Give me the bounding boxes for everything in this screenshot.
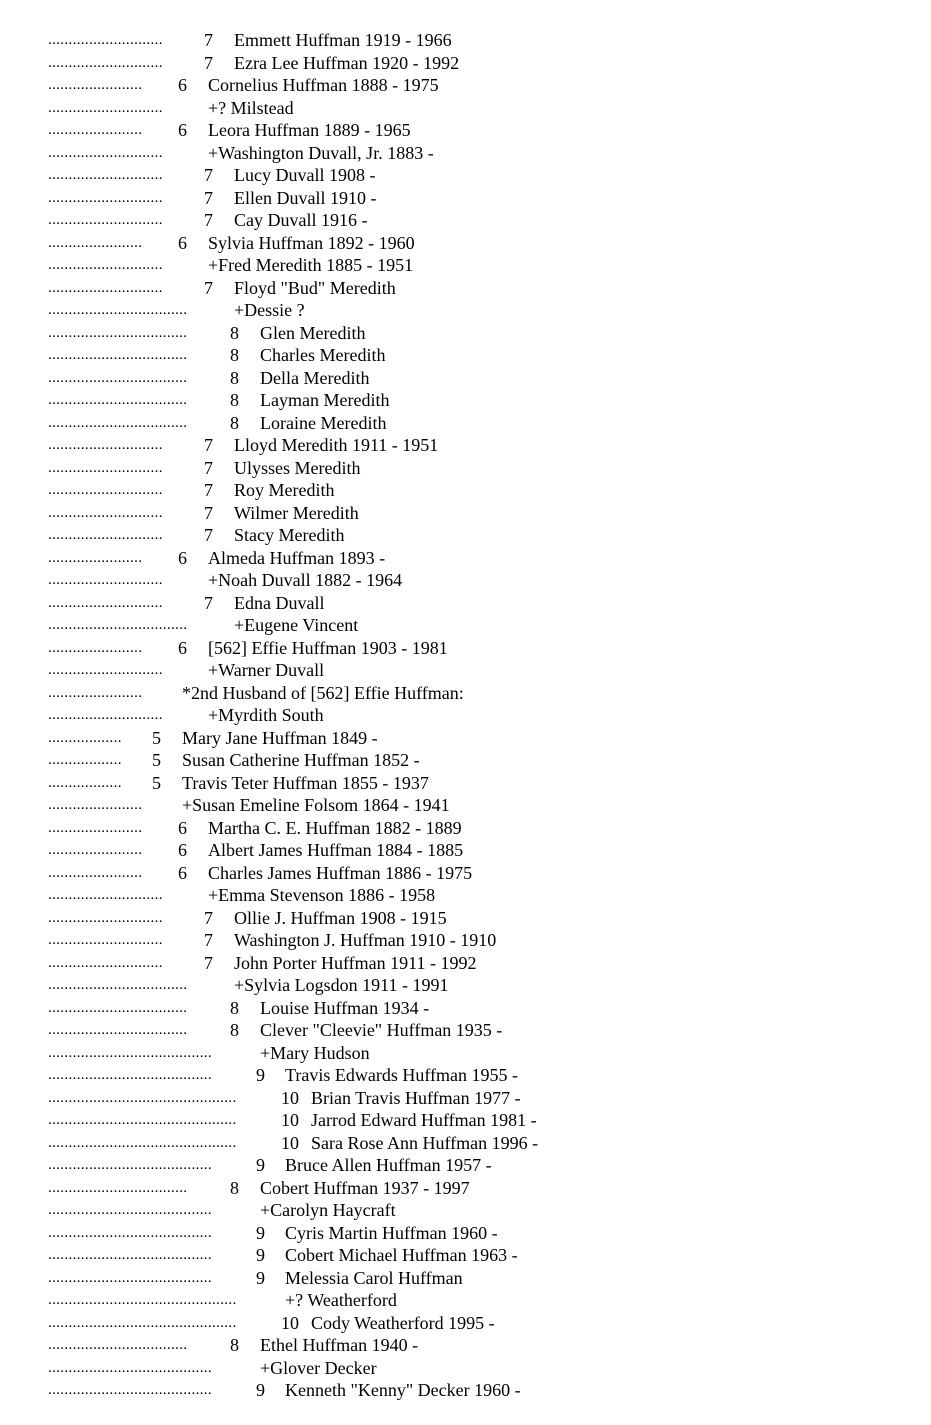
generation-number: 9 [256, 1267, 265, 1288]
person-name: Clever "Cleevie" Huffman 1935 - [260, 1020, 503, 1040]
person-name: Cobert Huffman 1937 - 1997 [260, 1177, 470, 1198]
generation-number: 8 [230, 322, 239, 343]
spouse-name: +Emma Stevenson 1886 - 1958 [208, 885, 436, 905]
spouse-name: +Glover Decker [260, 1357, 377, 1378]
person-name: Loraine Meredith [260, 412, 387, 433]
dot-leader: .................................. [48, 414, 188, 431]
person-name: Cody Weatherford 1995 - [311, 1312, 495, 1333]
person-name: Travis Teter Huffman 1855 - 1937 [182, 772, 429, 793]
person-name: Ethel Huffman 1940 - [260, 1335, 419, 1355]
person-name: Charles Meredith [260, 345, 386, 365]
generation-number: 8 [230, 997, 239, 1018]
dot-leader: ........................................ [48, 1157, 212, 1173]
spouse-name: +Dessie ? [234, 300, 305, 320]
person-name: Ellen Duvall 1910 - [234, 187, 377, 208]
dot-leader: .................................. [48, 392, 188, 408]
dot-leader: ........................................ [48, 1067, 212, 1083]
dot-leader: .................................. [48, 302, 188, 318]
dot-leader: ....................... [48, 639, 143, 656]
dot-leader: ........................................ [48, 1044, 212, 1061]
generation-number: 5 [152, 772, 161, 793]
spouse-name: +Fred Meredith 1885 - 1951 [208, 255, 414, 275]
person-name: Cyris Martin Huffman 1960 - [285, 1222, 498, 1243]
dot-leader: .................................. [48, 617, 188, 633]
dot-leader: ............................ [48, 257, 163, 273]
person-name: Wilmer Meredith [234, 502, 359, 523]
dot-leader: ........................................ [48, 1202, 212, 1218]
dot-leader: .................................. [48, 369, 188, 386]
generation-number: 8 [230, 390, 239, 410]
spouse-name: +? Milstead [208, 97, 294, 118]
dot-leader: ........................................ [48, 1359, 212, 1376]
dot-leader: ............................ [48, 189, 163, 206]
generation-number: 7 [204, 930, 213, 950]
dot-leader: ............................ [48, 99, 163, 116]
dot-leader: ............................ [48, 594, 163, 611]
generation-number: 7 [204, 525, 213, 545]
dot-leader: .............................................. [48, 1112, 237, 1128]
dot-leader: ....................... [48, 842, 143, 858]
generation-number: 7 [204, 277, 213, 298]
generation-number: 8 [230, 367, 239, 388]
generation-number: 7 [204, 480, 213, 500]
person-name: Roy Meredith [234, 480, 335, 500]
person-name: Almeda Huffman 1893 - [208, 547, 386, 568]
generation-number: 10 [281, 1110, 299, 1130]
spouse-name: +Mary Hudson [260, 1042, 370, 1063]
person-name: Sara Rose Ann Huffman 1996 - [311, 1132, 539, 1153]
person-name: Glen Meredith [260, 322, 366, 343]
dot-leader: ............................ [48, 909, 163, 926]
person-name: Della Meredith [260, 367, 370, 388]
person-name: Cobert Michael Huffman 1963 - [285, 1245, 518, 1265]
dot-leader: ............................ [48, 144, 163, 161]
dot-leader: ....................... [48, 684, 143, 701]
person-name: Washington J. Huffman 1910 - 1910 [234, 930, 497, 950]
person-name: Emmett Huffman 1919 - 1966 [234, 30, 452, 50]
dot-leader: ............................ [48, 527, 163, 543]
dot-leader: .................................. [48, 324, 188, 341]
person-name: Ezra Lee Huffman 1920 - 1992 [234, 52, 460, 73]
person-name: Kenneth "Kenny" Decker 1960 - [285, 1380, 521, 1400]
person-name: Sylvia Huffman 1892 - 1960 [208, 232, 415, 253]
generation-number: 7 [204, 592, 213, 613]
dot-leader: .................. [48, 752, 122, 768]
dot-leader: ............................ [48, 167, 163, 183]
dot-leader: ............................ [48, 887, 163, 903]
person-name: Travis Edwards Huffman 1955 - [285, 1065, 518, 1085]
generation-number: 7 [204, 457, 213, 478]
dot-leader: .............................................. [48, 1089, 237, 1106]
generation-number: 7 [204, 30, 213, 50]
dot-leader: ........................................ [48, 1269, 212, 1286]
person-name: Jarrod Edward Huffman 1981 - [311, 1110, 537, 1130]
dot-leader: ........................................ [48, 1247, 212, 1263]
generation-number: 5 [152, 750, 161, 770]
dot-leader: ........................................ [48, 1382, 212, 1398]
person-name: Louise Huffman 1934 - [260, 997, 430, 1018]
person-name: Layman Meredith [260, 390, 390, 410]
dot-leader: .................................. [48, 1337, 188, 1353]
dot-leader: ............................ [48, 459, 163, 476]
generation-number: 8 [230, 1335, 239, 1355]
dot-leader: ............................ [48, 482, 163, 498]
generation-number: 6 [178, 120, 187, 140]
generation-number: 7 [204, 952, 213, 973]
generation-number: 6 [178, 637, 187, 658]
person-name: Ollie J. Huffman 1908 - 1915 [234, 907, 447, 928]
person-name: Lucy Duvall 1908 - [234, 165, 376, 185]
generation-number: 6 [178, 817, 187, 838]
person-name: Susan Catherine Huffman 1852 - [182, 750, 420, 770]
dot-leader: ............................ [48, 437, 163, 453]
dot-leader: ............................ [48, 279, 163, 296]
spouse-name: +Carolyn Haycraft [260, 1200, 396, 1220]
dot-leader: ............................ [48, 954, 163, 971]
dot-leader: .................................. [48, 977, 188, 993]
generation-number: 7 [204, 907, 213, 928]
dot-leader: .................................. [48, 347, 188, 363]
generation-number: 6 [178, 75, 187, 95]
person-name: Bruce Allen Huffman 1957 - [285, 1155, 492, 1175]
person-name: Edna Duvall [234, 592, 325, 613]
dot-leader: ....................... [48, 122, 143, 138]
dot-leader: .............................................. [48, 1314, 237, 1331]
generation-number: 8 [230, 412, 239, 433]
dot-leader: ............................ [48, 932, 163, 948]
generation-number: 9 [256, 1222, 265, 1243]
dot-leader: .................................. [48, 999, 188, 1016]
person-name: Brian Travis Huffman 1977 - [311, 1087, 521, 1108]
generation-number: 7 [204, 187, 213, 208]
person-name: Floyd "Bud" Meredith [234, 277, 396, 298]
person-name: Melessia Carol Huffman [285, 1267, 463, 1288]
generation-number: 8 [230, 1020, 239, 1040]
spouse-name: +? Weatherford [285, 1290, 397, 1310]
generation-number: 9 [256, 1380, 265, 1400]
generation-number: 10 [281, 1312, 299, 1333]
generation-number: 5 [152, 727, 161, 748]
dot-leader: ............................ [48, 662, 163, 678]
person-name: Leora Huffman 1889 - 1965 [208, 120, 411, 140]
generation-number: 7 [204, 52, 213, 73]
person-name: Stacy Meredith [234, 525, 345, 545]
generation-number: 9 [256, 1065, 265, 1085]
dot-leader: .................................. [48, 1179, 188, 1196]
spouse-name: +Sylvia Logsdon 1911 - 1991 [234, 975, 449, 995]
spouse-name: +Warner Duvall [208, 660, 325, 680]
dot-leader: .................................. [48, 1022, 188, 1038]
spouse-name: +Susan Emeline Folsom 1864 - 1941 [182, 795, 450, 815]
generation-number: 10 [281, 1087, 299, 1108]
generation-number: 7 [204, 165, 213, 185]
dot-leader: ....................... [48, 234, 143, 251]
generation-number: 9 [256, 1155, 265, 1175]
dot-leader: ............................ [48, 707, 163, 723]
dot-leader: ....................... [48, 864, 143, 881]
person-name: Lloyd Meredith 1911 - 1951 [234, 435, 439, 455]
generation-number: 7 [204, 435, 213, 455]
spouse-name: *2nd Husband of [562] Effie Huffman: [182, 682, 464, 703]
spouse-name: +Noah Duvall 1882 - 1964 [208, 570, 403, 590]
person-name: Martha C. E. Huffman 1882 - 1889 [208, 817, 462, 838]
person-name: Charles James Huffman 1886 - 1975 [208, 862, 473, 883]
dot-leader: ............................ [48, 572, 163, 588]
dot-leader: ........................................ [48, 1224, 212, 1241]
dot-leader: ....................... [48, 549, 143, 566]
generation-number: 8 [230, 345, 239, 365]
generation-number: 6 [178, 547, 187, 568]
dot-leader: .............................................. [48, 1134, 237, 1151]
generation-number: 9 [256, 1245, 265, 1265]
dot-leader: ............................ [48, 212, 163, 228]
dot-leader: ....................... [48, 797, 143, 813]
generation-number: 7 [204, 502, 213, 523]
dot-leader: .............................................. [48, 1292, 237, 1308]
generation-number: 10 [281, 1132, 299, 1153]
person-name: Cornelius Huffman 1888 - 1975 [208, 75, 439, 95]
generation-number: 6 [178, 232, 187, 253]
person-name: John Porter Huffman 1911 - 1992 [234, 952, 477, 973]
dot-leader: ............................ [48, 504, 163, 521]
generation-number: 8 [230, 1177, 239, 1198]
generation-number: 6 [178, 840, 187, 860]
spouse-name: +Eugene Vincent [234, 615, 359, 635]
dot-leader: ............................ [48, 54, 163, 71]
spouse-name: +Myrdith South [208, 705, 324, 725]
dot-leader: ....................... [48, 819, 143, 836]
spouse-name: +Washington Duvall, Jr. 1883 - [208, 142, 434, 163]
dot-leader: ....................... [48, 77, 143, 93]
generation-number: 7 [204, 210, 213, 230]
person-name: Ulysses Meredith [234, 457, 361, 478]
generation-number: 6 [178, 862, 187, 883]
person-name: [562] Effie Huffman 1903 - 1981 [208, 637, 448, 658]
dot-leader: .................. [48, 729, 122, 746]
person-name: Albert James Huffman 1884 - 1885 [208, 840, 464, 860]
person-name: Cay Duvall 1916 - [234, 210, 368, 230]
person-name: Mary Jane Huffman 1849 - [182, 727, 378, 748]
dot-leader: ............................ [48, 32, 163, 48]
dot-leader: .................. [48, 774, 122, 791]
